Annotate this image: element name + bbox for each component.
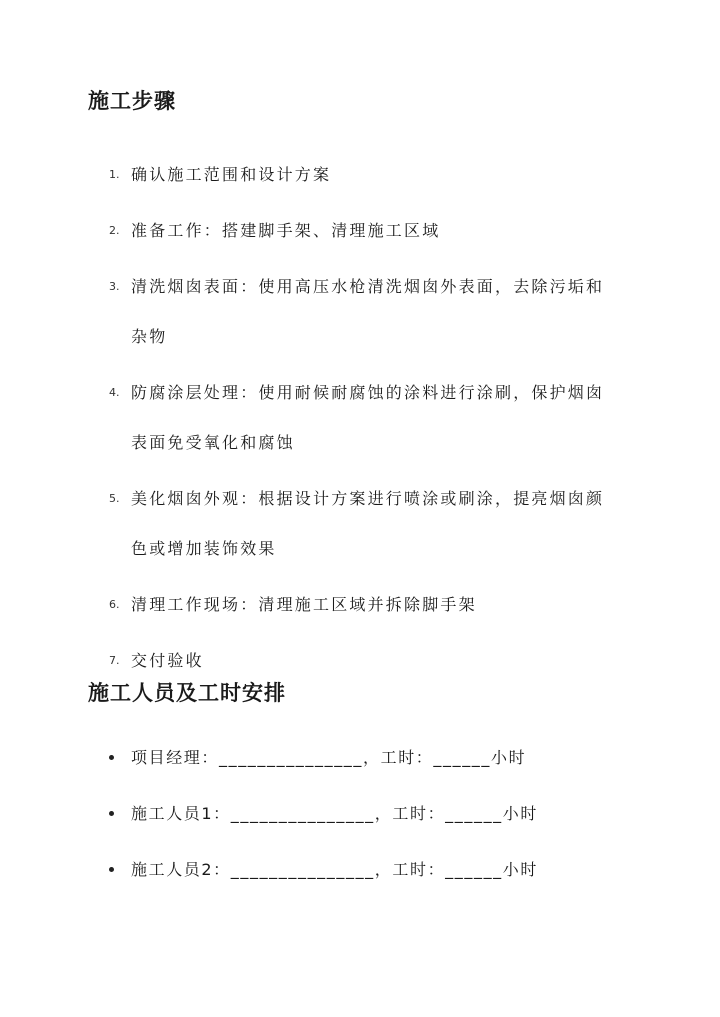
list-item	[0, 580, 621, 630]
list-item-text: 清洗烟囱表面：使用高压水枪清洗烟囱外表面，去除污垢和杂物	[131, 277, 605, 346]
staff-list	[0, 733, 720, 901]
section-title-steps: 施工步骤	[88, 88, 176, 113]
list-item-text: 防腐涂层处理：使用耐候耐腐蚀的涂料进行涂刷，保护烟囱表面免受氧化和腐蚀	[131, 383, 605, 452]
section-title-staff: 施工人员及工时安排	[88, 680, 286, 705]
list-item	[0, 206, 621, 256]
bullet-icon	[109, 755, 114, 760]
bullet-icon	[109, 867, 114, 872]
bullet-icon	[109, 811, 114, 816]
list-number: 6.	[109, 598, 120, 611]
list-number: 2.	[109, 224, 120, 237]
list-number: 3.	[109, 280, 120, 293]
list-item-text: 项目经理：_______________，工时：______小时	[131, 748, 527, 767]
list-item	[0, 845, 720, 895]
list-item	[0, 262, 621, 362]
list-number: 4.	[109, 386, 120, 399]
list-item-text: 美化烟囱外观：根据设计方案进行喷涂或刷涂，提亮烟囱颜色或增加装饰效果	[131, 489, 605, 558]
list-number: 5.	[109, 492, 120, 505]
list-item-text: 准备工作：搭建脚手架、清理施工区域	[131, 221, 441, 240]
steps-list	[0, 150, 720, 692]
list-item	[0, 150, 621, 200]
list-number: 1.	[109, 168, 120, 181]
list-item	[0, 368, 621, 468]
list-item	[0, 636, 621, 686]
list-item-text: 施工人员1：_______________，工时：______小时	[131, 804, 538, 823]
list-number: 7.	[109, 654, 120, 667]
list-item	[0, 733, 720, 783]
list-item	[0, 474, 621, 574]
list-item	[0, 789, 720, 839]
list-item-text: 施工人员2：_______________，工时：______小时	[131, 860, 538, 879]
list-item-text: 确认施工范围和设计方案	[131, 165, 332, 184]
list-item-text: 清理工作现场：清理施工区域并拆除脚手架	[131, 595, 477, 614]
list-item-text: 交付验收	[131, 651, 204, 670]
